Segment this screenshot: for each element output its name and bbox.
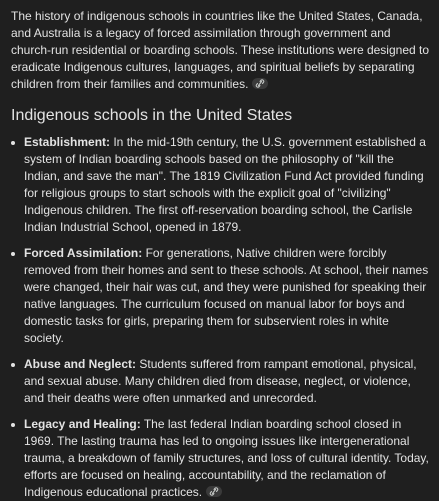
item-title: Establishment: (24, 135, 111, 149)
section-heading: Indigenous schools in the United States (11, 107, 293, 124)
source-link-chip[interactable] (252, 78, 268, 89)
item-text: Students suffered from rampant emotional, physical, and sexual abuse. Many children died from disease, neglect, or violence, and their deaths were often unmarked and unrecorded. (24, 357, 417, 405)
list-item (11, 245, 429, 347)
item-text: For generations, Native children were forcibly removed from their homes and sent to these schools. At school, their names were changed, their hair was cut, and they were punished for speaking their native languages. The curriculum focused on manual labor for boys and domestic tasks for girls, preparing them for subservient roles in white society. (24, 246, 429, 345)
item-title: Abuse and Neglect: (24, 357, 137, 371)
intro-text: The history of indigenous schools in countries like the United States, Canada, and Australia is a legacy of forced assimilation through government and church-run residential or boarding schools. These institutions were designed to eradicate Indigenous cultures, languages, and spiritual beliefs by separating children from their families and communities. (11, 9, 430, 91)
link-icon (209, 487, 219, 496)
item-title: Legacy and Healing: (24, 417, 141, 431)
item-text: The last federal Indian boarding school closed in 1969. The lasting trauma has led to ongoing issues like intergenerational trauma, a breakdown of family structures, and loss of cultural identity. Today, efforts are focused on healing, accountability, and the reclamation of Indigenous educational practices. (24, 417, 429, 499)
intro-paragraph (11, 8, 429, 93)
link-icon (255, 79, 265, 88)
item-title: Forced Assimilation: (24, 246, 143, 260)
item-text: In the mid-19th century, the U.S. government established a system of Indian boarding schools based on the philosophy of "kill the Indian, and save the man". The 1819 Civilization Fund Act provided funding for religious groups to start schools with the explicit goal of "civilizing" Indigenous children. The first off-reservation boarding school, the Carlisle Indian Industrial School, opened in 1879. (24, 135, 426, 234)
source-link-chip[interactable] (206, 486, 222, 497)
bullet-list (11, 134, 429, 501)
list-item (11, 134, 429, 236)
list-item (11, 356, 429, 407)
